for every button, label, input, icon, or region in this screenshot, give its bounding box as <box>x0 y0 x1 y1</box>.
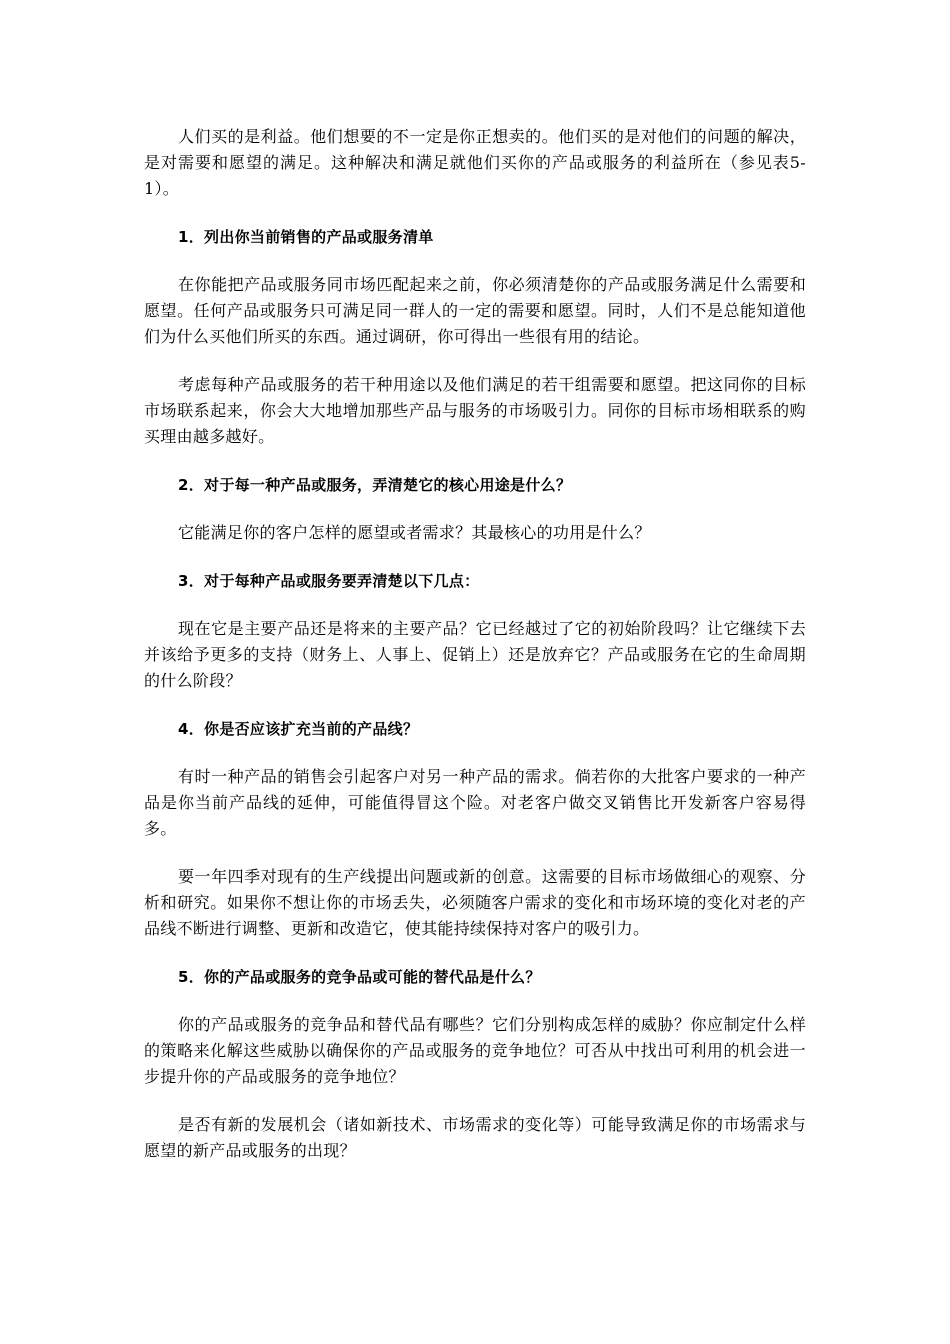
section-heading: 1．列出你当前销售的产品或服务清单 <box>178 228 434 246</box>
paragraph: 现在它是主要产品还是将来的主要产品？它已经越过了它的初始阶段吗？让它继续下去并该给予更多的支持（财务上、人事上、促销上）还是放弃它？产品或服务在它的生命周期的什么阶段？ <box>144 619 806 690</box>
section-heading: 4．你是否应该扩充当前的产品线？ <box>178 720 419 738</box>
paragraph: 要一年四季对现有的生产线提出问题或新的创意。这需要的目标市场做细心的观察、分析和研究。如果你不想让你的市场丢失，必须随客户需求的变化和市场环境的变化对老的产品线不断进行调整、更新和改造它，使其能持续保持对客户的吸引力。 <box>144 867 806 938</box>
paragraph: 它能满足你的客户怎样的愿望或者需求？其最核心的功用是什么？ <box>178 523 651 542</box>
section-heading: 2．对于每一种产品或服务，弄清楚它的核心用途是什么？ <box>178 476 572 494</box>
document-body <box>144 124 806 1164</box>
paragraph: 是否有新的发展机会（诸如新技术、市场需求的变化等）可能导致满足你的市场需求与愿望的新产品或服务的出现？ <box>144 1115 806 1160</box>
paragraph: 在你能把产品或服务同市场匹配起来之前，你必须清楚你的产品或服务满足什么需要和愿望。任何产品或服务只可满足同一群人的一定的需要和愿望。同时，人们不是总能知道他们为什么买他们所买的东西。通过调研，你可得出一些很有用的结论。 <box>144 275 806 346</box>
paragraph: 你的产品或服务的竞争品和替代品有哪些？它们分别构成怎样的威胁？你应制定什么样的策略来化解这些威胁以确保你的产品或服务的竞争地位？可否从中找出可利用的机会进一步提升你的产品或服务的竞争地位？ <box>144 1015 806 1086</box>
paragraph: 人们买的是利益。他们想要的不一定是你正想卖的。他们买的是对他们的问题的解决，是对需要和愿望的满足。这种解决和满足就他们买你的产品或服务的利益所在（参见表5-1）。 <box>144 127 806 198</box>
paragraph: 考虑每种产品或服务的若干种用途以及他们满足的若干组需要和愿望。把这同你的目标市场联系起来，你会大大地增加那些产品与服务的市场吸引力。同你的目标市场相联系的购买理由越多越好。 <box>144 375 806 446</box>
section-heading: 5．你的产品或服务的竞争品或可能的替代品是什么？ <box>178 968 541 986</box>
paragraph: 有时一种产品的销售会引起客户对另一种产品的需求。倘若你的大批客户要求的一种产品是你当前产品线的延伸，可能值得冒这个险。对老客户做交叉销售比开发新客户容易得多。 <box>144 767 806 838</box>
section-heading: 3．对于每种产品或服务要弄清楚以下几点： <box>178 572 480 590</box>
